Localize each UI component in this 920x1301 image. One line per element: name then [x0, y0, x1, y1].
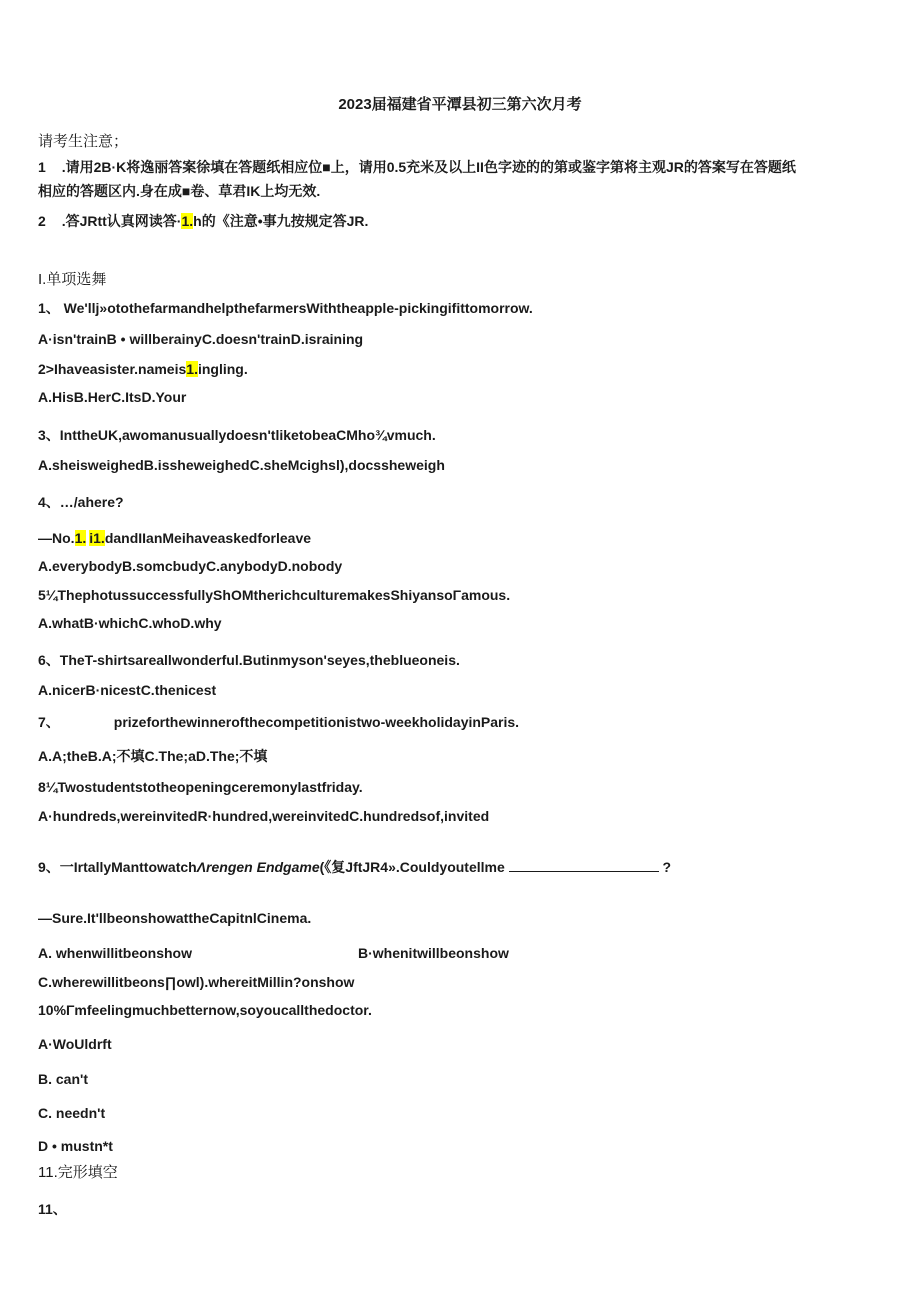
question-1-options: A·isn'trainB • willberainyC.doesn'trainD.israining: [38, 331, 364, 347]
question-10-option-b: B. can't: [38, 1071, 89, 1087]
answer-blank: [509, 859, 659, 872]
question-9-text-b: (《复JftJR4».Couldyoutellme: [319, 859, 505, 875]
question-9-option-b: B·whenitwillbeonshow: [358, 945, 509, 961]
highlight-mark: i1.: [89, 530, 105, 546]
question-9-options-ab: [38, 945, 192, 961]
question-9-text-a: 9、一IrtallyManttowatch: [38, 859, 197, 875]
page-title: 2023届福建省平潭县初三第六次月考: [338, 96, 582, 113]
question-9-options-cd: C.wherewillitbeons∏owl).whereitMillin?onshow: [38, 974, 355, 990]
question-4-answer: [38, 530, 311, 546]
notice-item-1: [38, 157, 796, 177]
question-1: 1、 We'llj»otothefarmandhelpthefarmersWiththeapple-pickingifittomorrow.: [38, 300, 533, 316]
question-7-number: 7、: [38, 714, 60, 730]
question-9-option-a: A. whenwillitbeonshow: [38, 945, 192, 961]
question-5-options: A.whatB·whichC.whoD.why: [38, 615, 222, 631]
question-10: 10%Γmfeelingmuchbetternow,soyoucallthedoctor.: [38, 1002, 372, 1018]
question-6: 6、TheT-shirtsareallwonderful.Butinmyson'seyes,theblueoneis.: [38, 652, 460, 668]
notice-item-2-text-a: .答JRtt认真网读答·: [61, 213, 182, 229]
question-6-options: A.nicerB·nicestC.thenicest: [38, 682, 217, 698]
question-8-options: A·hundreds,wereinvitedR·hundred,wereinvitedC.hundredsof,invited: [38, 808, 490, 824]
question-2-options: A.HisB.HerC.ItsD.Your: [38, 389, 187, 405]
highlight-mark: 1.: [186, 361, 198, 377]
question-7: [38, 712, 519, 732]
question-9-mark: ?: [662, 859, 672, 875]
question-2-text-b: ingling.: [197, 361, 248, 377]
question-11: 11、: [38, 1201, 67, 1217]
highlight-mark: 1.: [181, 213, 194, 229]
notice-item-2-text-b: h的《注意•事九按规定答JR.: [193, 213, 369, 229]
highlight-mark: 1.: [74, 530, 87, 546]
question-2-text-a: 2>Ihaveasister.nameis: [38, 361, 187, 377]
section-heading-cloze: 11.完形填空: [38, 1164, 118, 1181]
question-7-text: prizeforthewinnerofthecompetitionistwo-weekholidayinParis.: [113, 714, 520, 730]
section-heading-single-choice: I.单项选舞: [38, 271, 107, 288]
notice-item-1-text: .请用2B·K将逸丽答案徐填在答题纸相应位■上，请用0.5充米及以上II色字迹的的第或鉴字第将主观JR的答案写在答题纸: [61, 159, 796, 175]
question-4-answer-a: —No.: [38, 530, 75, 546]
question-4-options: A.everybodyB.somcbudyC.anybodyD.nobody: [38, 558, 343, 574]
question-7-options: A.A;theB.A;不填C.The;aD.The;不填: [38, 748, 268, 764]
question-9-film-title: Λrengen Endgame: [196, 859, 320, 875]
question-10-option-d: D • mustn*t: [38, 1138, 113, 1154]
question-9: [38, 857, 671, 877]
question-2: [38, 361, 248, 377]
question-4-answer-b: dandIIanMeihaveaskedforleave: [104, 530, 312, 546]
question-3: 3、InttheUK,awomanusuallydoesn'tliketobeaCMho¾vmuch.: [38, 427, 436, 443]
question-8: 8¼Twostudentstotheopeningceremonylastfriday.: [38, 779, 363, 795]
question-9-answer: —Sure.It'llbeonshowattheCapitnlCinema.: [38, 910, 312, 926]
question-10-option-c: C. needn't: [38, 1105, 106, 1121]
question-4: 4、…/ahere?: [38, 494, 124, 510]
notice-item-1-continued: 相应的答题区内.身在成■卷、草君IK上均无效.: [38, 183, 321, 199]
notice-item-1-number: 1: [38, 159, 46, 175]
question-5: 5¼ThephotussuccessfullyShOMtherichculturemakesShiyansoΓamous.: [38, 587, 511, 603]
notice-heading: 请考生注意；: [38, 133, 129, 150]
question-10-option-a: A·WoUldrft: [38, 1036, 112, 1052]
question-3-options: A.sheisweighedB.issheweighedC.sheMcighsl),docssheweigh: [38, 457, 445, 473]
notice-item-2: [38, 211, 368, 231]
notice-item-2-number: 2: [38, 213, 46, 229]
